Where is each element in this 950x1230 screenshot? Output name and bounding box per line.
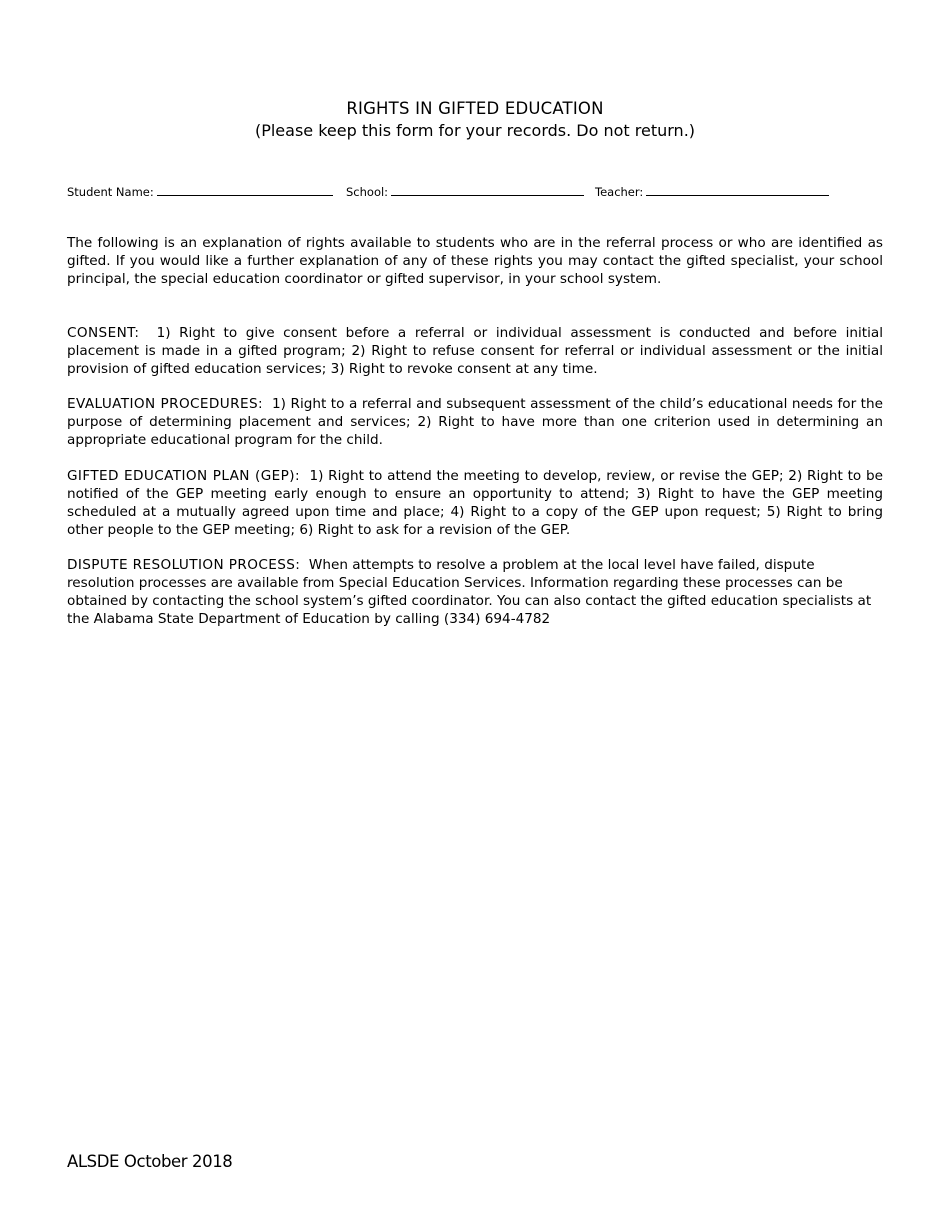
consent-text: 1) Right to give consent before a referral or individual assessment is conducted and before initial placement is made in a gifted program; 2) Right to refuse consent for referral or individual assessment or the initial provision of gifted education services; 3) Right to revoke consent at any time. <box>67 325 883 377</box>
evaluation-procedures-section <box>67 395 883 449</box>
consent-heading: CONSENT: <box>67 325 140 341</box>
school-blank[interactable] <box>391 184 584 196</box>
student-name-blank[interactable] <box>157 184 333 196</box>
document-title: RIGHTS IN GIFTED EDUCATION <box>346 99 604 118</box>
consent-section <box>67 324 883 378</box>
evaluation-procedures-heading: EVALUATION PROCEDURES: <box>67 396 263 412</box>
dispute-resolution-text: When attempts to resolve a problem at the local level have failed, dispute resolution processes are available from Special Education Services. Information regarding these processes can be obtained by contacting the school system’s gifted coordinator. You can also contact the gifted education specialists at the Alabama State Department of Education by calling (334) 694-4782 <box>67 557 872 627</box>
footer-text: ALSDE October 2018 <box>67 1152 233 1171</box>
intro-paragraph: The following is an explanation of rights available to students who are in the referral process or who are identified as gifted. If you would like a further explanation of any of these rights you may contact the gifted specialist, your school principal, the special education coordinator or gifted supervisor, in your school system. <box>67 235 883 287</box>
student-info-fields <box>67 184 887 200</box>
student-name-label: Student Name: <box>67 185 154 199</box>
document-subtitle: (Please keep this form for your records. Do not return.) <box>254 121 696 140</box>
teacher-label: Teacher: <box>595 185 644 199</box>
gep-text: 1) Right to attend the meeting to develop, review, or revise the GEP; 2) Right to be notified of the GEP meeting early enough to ensure an opportunity to attend; 3) Right to have the GEP meeting scheduled at a mutually agreed upon time and place; 4) Right to a copy of the GEP upon request; 5) Right to bring other people to the GEP meeting; 6) Right to ask for a revision of the GEP. <box>67 468 883 538</box>
teacher-blank[interactable] <box>646 184 829 196</box>
gep-heading: GIFTED EDUCATION PLAN (GEP): <box>67 468 300 484</box>
student-name-field[interactable] <box>67 184 333 200</box>
gep-section <box>67 467 883 539</box>
school-label: School: <box>346 185 389 199</box>
dispute-resolution-section <box>67 556 883 628</box>
dispute-resolution-heading: DISPUTE RESOLUTION PROCESS: <box>67 557 301 573</box>
teacher-field[interactable] <box>595 184 829 200</box>
evaluation-procedures-text: 1) Right to a referral and subsequent assessment of the child’s educational needs for the purpose of determining placement and services; 2) Right to have more than one criterion used in determining an appropriate educational program for the child. <box>67 396 883 448</box>
school-field[interactable] <box>346 184 584 200</box>
